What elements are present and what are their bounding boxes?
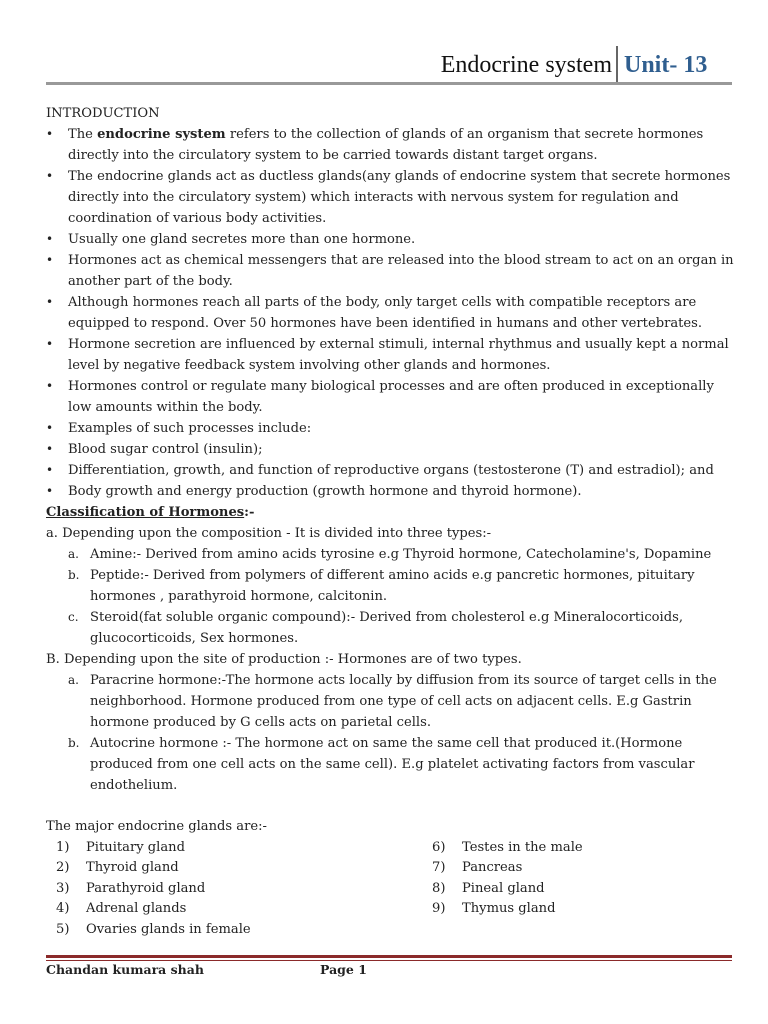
gland-item: 6) Testes in the male	[432, 840, 583, 855]
intro-bullet: • Blood sugar control (insulin);	[46, 439, 736, 460]
composition-item: c. Steroid(fat soluble organic compound):- Derived from cholesterol e.g Mineralocorticoids, glucocorticoids, Sex hormones.	[68, 610, 683, 646]
intro-bullet: • The endocrine system refers to the collection of glands of an organism that secrete hormones directly into the circulatory system to be carried towards distant target organs.	[46, 124, 736, 166]
composition-item: a. Amine:- Derived from amino acids tyrosine e.g Thyroid hormone, Catecholamine's, Dopamine	[68, 547, 712, 562]
header-separator	[616, 46, 618, 84]
document-body	[46, 103, 736, 941]
page-header	[0, 44, 768, 84]
gland-item: 3) Parathyroid gland	[56, 880, 206, 896]
footer-rule-thin	[46, 960, 732, 961]
header-title: Endocrine system	[440, 52, 612, 78]
intro-bullet: • Hormones act as chemical messengers that are released into the blood stream to act on an organ in another part of the body.	[46, 250, 736, 292]
gland-item: 4) Adrenal glands	[56, 901, 187, 917]
glands-list	[46, 837, 736, 941]
gland-item: 2) Thyroid gland	[56, 860, 179, 876]
intro-bullet: • Body growth and energy production (growth hormone and thyroid hormone).	[46, 481, 736, 502]
site-item: b. Autocrine hormone :- The hormone act on same the same cell that produced it.(Hormone produced from one cell acts on the same cell). E.g platelet activating factors from vascular endothelium.	[68, 736, 695, 793]
intro-bullet: • Hormones control or regulate many biological processes and are often produced in exceptionally low amounts within the body.	[46, 376, 736, 418]
intro-bullet: • Hormone secretion are influenced by external stimuli, internal rhythmus and usually kept a normal level by negative feedback system involving other glands and hormones.	[46, 334, 736, 376]
site-item: a. Paracrine hormone:-The hormone acts locally by diffusion from its source of target cells in the neighborhood. Hormone produced from one type of cell acts on adjacent cells. E.g Gastrin hormone produced by G cells acts on parietal cells.	[68, 673, 717, 730]
header-rule	[46, 82, 732, 85]
gland-item: 5) Ovaries glands in female	[56, 921, 251, 937]
site-list	[46, 670, 736, 796]
footer-rule	[46, 955, 732, 958]
glands-column-left	[56, 837, 251, 939]
intro-bullet: • Usually one gland secretes more than one hormone.	[46, 229, 736, 250]
composition-item: b. Peptide:- Derived from polymers of different amino acids e.g pancretic hormones, pituitary hormones , parathyroid hormone, calcitonin.	[68, 568, 695, 604]
classification-a-heading: a. Depending upon the composition - It is divided into three types:-	[46, 526, 492, 541]
classification-title: Classification of Hormones:-	[46, 505, 255, 520]
intro-bullet: • Although hormones reach all parts of the body, only target cells with compatible receptors are equipped to respond. Over 50 hormones have been identified in humans and other vertebrates.	[46, 292, 736, 334]
gland-item: 7) Pancreas	[432, 860, 523, 876]
gland-item: 9) Thymus gland	[432, 901, 556, 917]
intro-bullet-list	[46, 124, 736, 502]
composition-list	[46, 544, 736, 649]
intro-heading: INTRODUCTION	[46, 106, 160, 121]
glands-heading: The major endocrine glands are:-	[46, 819, 267, 834]
classification-b-heading: B. Depending upon the site of production :- Hormones are of two types.	[46, 652, 522, 667]
footer-page-number: Page 1	[320, 962, 367, 977]
bold-term: endocrine system	[97, 127, 226, 142]
glands-column-right	[432, 837, 583, 919]
intro-bullet: • The endocrine glands act as ductless glands(any glands of endocrine system that secrete hormones directly into the circulatory system) which interacts with nervous system for regulation and coordination of various body activities.	[46, 166, 736, 229]
footer-author: Chandan kumara shah	[46, 962, 204, 977]
intro-bullet: • Examples of such processes include:	[46, 418, 736, 439]
gland-item: 8) Pineal gland	[432, 880, 545, 896]
intro-bullet: • Differentiation, growth, and function of reproductive organs (testosterone (T) and estradiol); and	[46, 460, 736, 481]
gland-item: 1) Pituitary gland	[56, 840, 185, 855]
header-unit: Unit- 13	[624, 52, 708, 78]
